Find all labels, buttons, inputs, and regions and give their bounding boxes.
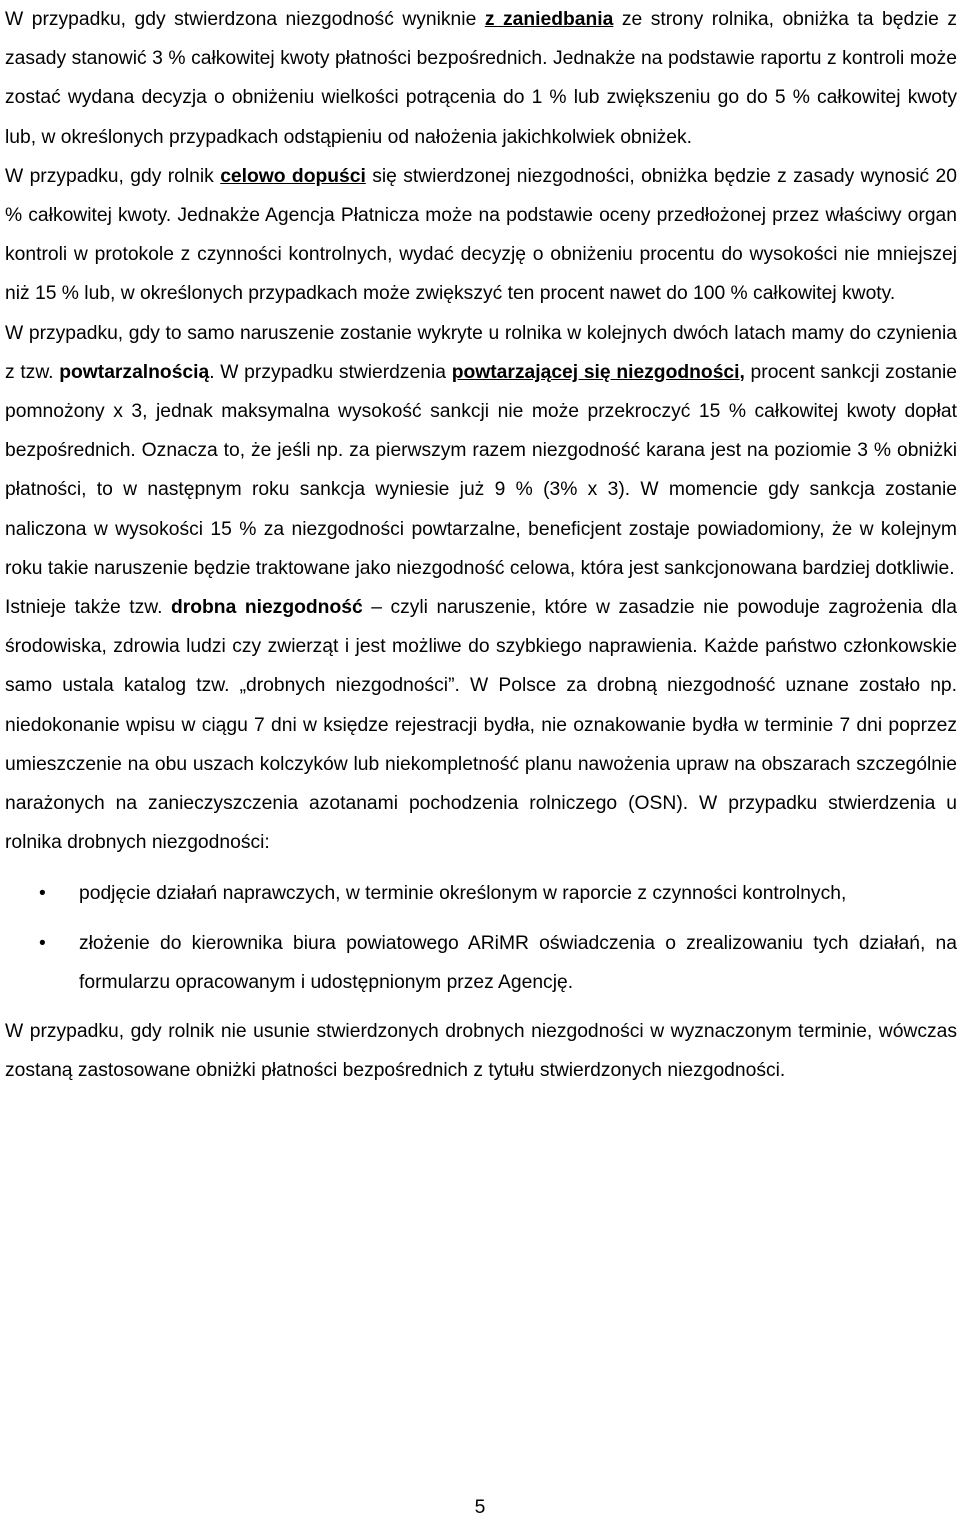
bullet-icon: •	[39, 883, 46, 905]
emphasis-repetition: powtarzalnością	[59, 361, 210, 383]
paragraph-text: W przypadku, gdy rolnik	[5, 165, 221, 187]
list-item	[5, 874, 957, 913]
paragraph-text: W przypadku, gdy stwierdzona niezgodność wyniknie	[5, 9, 485, 30]
paragraph-text: Istnieje także tzw.	[5, 597, 171, 619]
list-item-text: podjęcie działań naprawczych, w terminie określonym w raporcie z czynności kontrolnych,	[79, 883, 847, 905]
bullet-icon: •	[39, 932, 46, 954]
document-body	[5, 0, 957, 1090]
paragraph-text: W przypadku, gdy to samo naruszenie zostanie wykryte u rolnika w kolejnych dwóch latach mamy do czynienia z tzw.	[5, 322, 957, 383]
emphasis-repeated-noncompliance: powtarzającej się niezgodności,	[451, 361, 745, 383]
paragraph-text: – czyli naruszenie, które w zasadzie nie powoduje zagrożenia dla środowiska, zdrowia ludzi czy zwierząt i jest możliwe do szybkiego naprawienia. Każde państwo członkowskie samo ustala katalog tzw. „drobnych niezgodności”. W Polsce za drobną niezgodność uznane zostało np. niedokonanie wpisu w ciągu 7 dni w księdze rejestracji bydła, nie oznakowanie bydła w terminie 7 dni poprzez umieszczenie na obu uszach kolczyków lub niekompletność planu nawożenia upraw na obszarach szczególnie narażonych na zanieczyszczenia azotanami pochodzenia rolniczego (OSN). W przypadku stwierdzenia u rolnika drobnych niezgodności:	[5, 597, 958, 854]
emphasis-intentional: celowo dopuści	[220, 165, 366, 187]
emphasis-negligence: z zaniedbania	[484, 9, 614, 30]
paragraph-intentional	[5, 157, 957, 314]
paragraph-text: . W przypadku stwierdzenia	[209, 361, 452, 383]
list-item	[5, 924, 957, 1002]
paragraph-minor-noncompliance	[5, 588, 957, 862]
paragraph-repetition	[5, 314, 957, 588]
page-number: 5	[474, 1497, 486, 1518]
paragraph-text: się stwierdzonej niezgodności, obniżka będzie z zasady wynosić 20 % całkowitej kwoty. Jednakże Agencja Płatnicza może na podstawie oceny przedłożonej przez właściwy organ kontroli w protokole z czynności kontrolnych, wydać decyzję o obniżeniu procentu do wysokości nie mniejszej niż 15 % lub, w określonych przypadkach może zwiększyć ten procent nawet do 100 % całkowitej kwoty.	[5, 165, 957, 305]
bullet-list	[5, 874, 957, 1002]
paragraph-text: procent sankcji zostanie pomnożony x 3, jednak maksymalna wysokość sankcji nie może przekroczyć 15 % całkowitej kwoty dopłat bezpośrednich. Oznacza to, że jeśli np. za pierwszym razem niezgodność karana jest na poziomie 3 % obniżki płatności, to w następnym roku sankcja wyniesie już 9 % (3% x 3). W momencie gdy sankcja zostanie naliczona w wysokości 15 % za niezgodności powtarzalne, beneficjent zostaje powiadomiony, że w kolejnym roku takie naruszenie będzie traktowane jako niezgodność celowa, która jest sankcjonowana bardziej dotkliwie.	[5, 361, 957, 579]
paragraph-unresolved: W przypadku, gdy rolnik nie usunie stwierdzonych drobnych niezgodności w wyznaczonym terminie, wówczas zostaną zastosowane obniżki płatności bezpośrednich z tytułu stwierdzonych niezgodności.	[5, 1021, 957, 1082]
paragraph-negligence	[5, 0, 957, 157]
paragraph-text: ze strony rolnika, obniżka ta będzie z zasady stanowić 3 % całkowitej kwoty płatności bezpośrednich. Jednakże na podstawie raportu z kontroli może zostać wydana decyzja o obniżeniu wielkości potrącenia do 1 % lub zwiększeniu go do 5 % całkowitej kwoty lub, w określonych przypadkach odstąpieniu od nałożenia jakichkolwiek obniżek.	[5, 9, 957, 148]
list-item-text: złożenie do kierownika biura powiatowego ARiMR oświadczenia o zrealizowaniu tych działań, na formularzu opracowanym i udostępnionym przez Agencję.	[79, 932, 957, 993]
emphasis-minor-noncompliance: drobna niezgodność	[170, 597, 363, 619]
